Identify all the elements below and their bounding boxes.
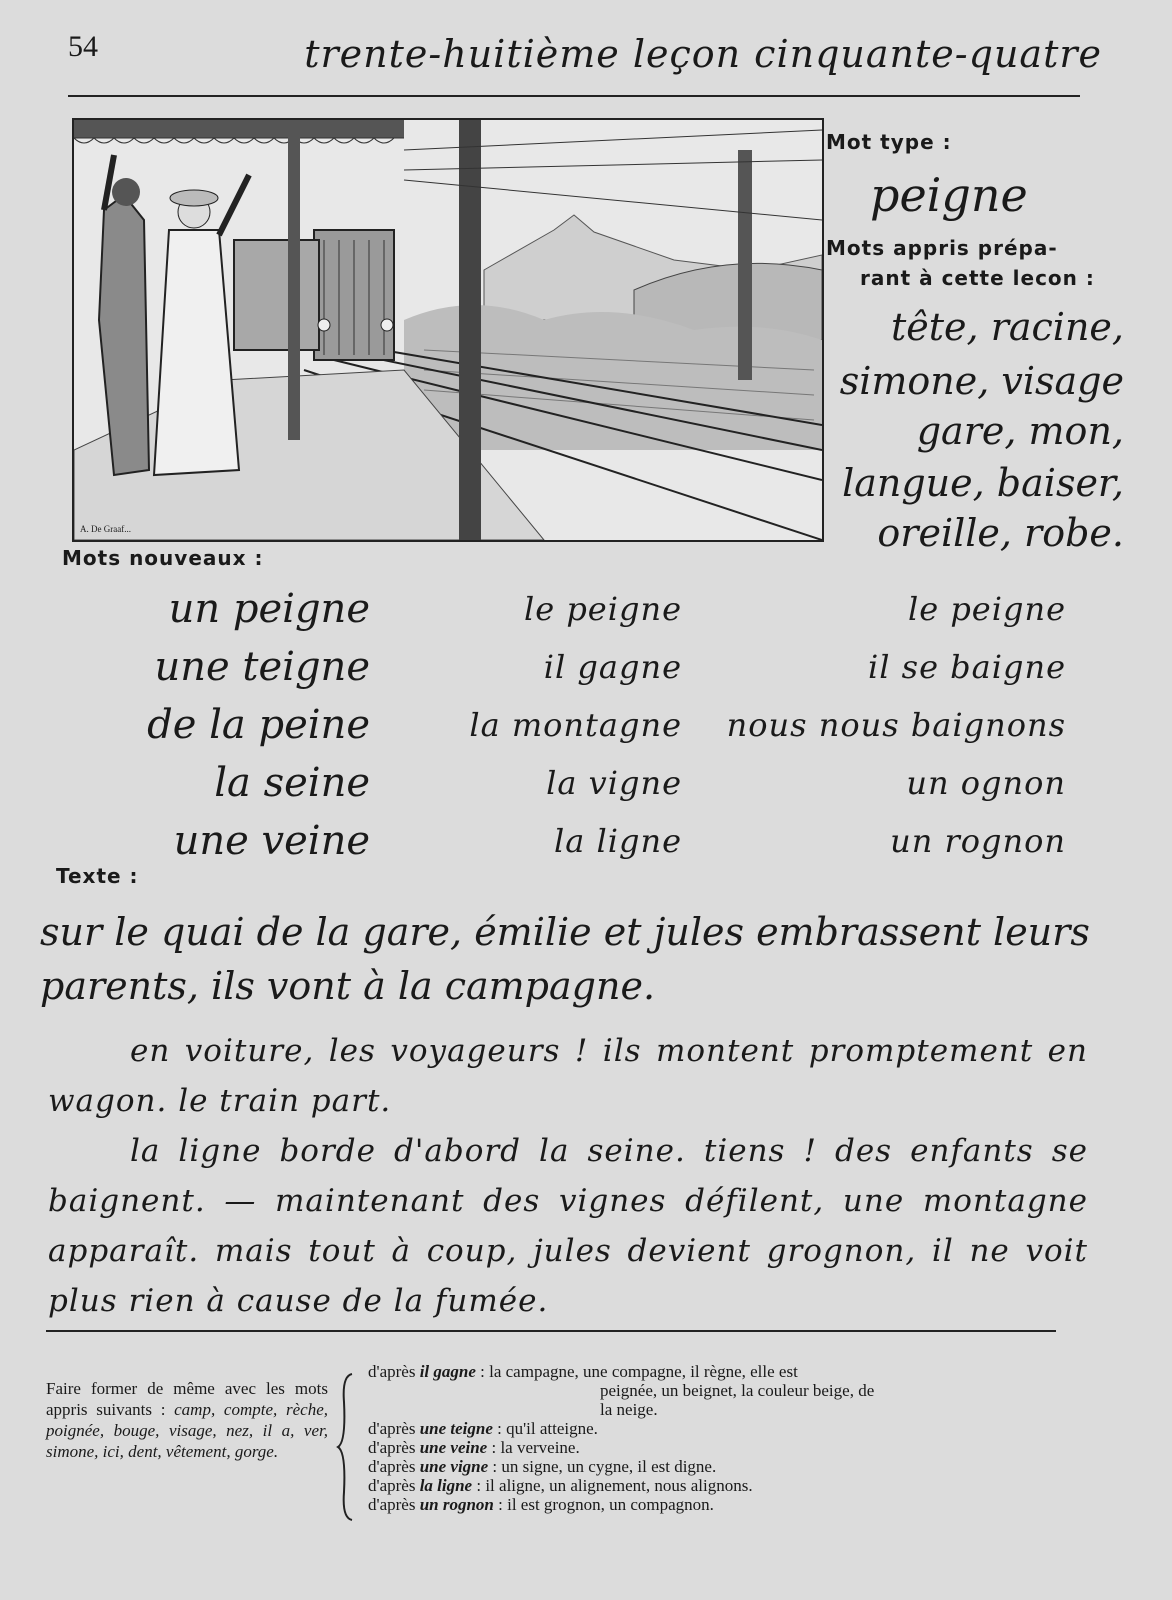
train-station-illustration xyxy=(72,118,824,542)
curly-brace-icon xyxy=(336,1372,356,1522)
footnote-derivations xyxy=(368,1362,1068,1514)
mots-nouveaux-script-column xyxy=(40,580,370,870)
script-word: une veine xyxy=(173,818,370,864)
mots-appris-line-4: langue, baiser, xyxy=(842,461,1124,505)
derivation-row: d'après un rognon : il est grognon, un compagnon. xyxy=(368,1495,714,1514)
texte-paragraph-2 xyxy=(48,1126,1088,1326)
mots-appris-label-1: Mots appris prépa- xyxy=(826,236,1058,260)
derivation-row: d'après il gagne : la campagne, une compagne, il règne, elle est xyxy=(368,1362,798,1381)
print-word: la vigne xyxy=(546,764,682,802)
print-word: la montagne xyxy=(469,706,682,744)
print-word: nous nous baignons xyxy=(726,706,1066,744)
page-header xyxy=(68,22,1112,82)
script-word: un peigne xyxy=(168,586,370,632)
texte-paragraph-1 xyxy=(48,1026,1088,1126)
script-word: de la peine xyxy=(147,702,370,748)
illustration-drawing xyxy=(74,120,822,540)
mots-appris-line-5: oreille, robe. xyxy=(877,511,1124,555)
texte-script-line-1: sur le quai de la gare, émilie et jules embrassent leurs xyxy=(40,910,1090,954)
texte-script-line-2: parents, ils vont à la campagne. xyxy=(40,964,656,1008)
print-word: il se baigne xyxy=(868,648,1066,686)
mots-nouveaux-label: Mots nouveaux : xyxy=(62,546,264,570)
print-word: il gagne xyxy=(543,648,682,686)
print-word: un rognon xyxy=(890,822,1066,860)
illustrator-signature: A. De Graaf... xyxy=(80,524,131,534)
footnote-rule xyxy=(46,1330,1056,1332)
print-word: la ligne xyxy=(554,822,682,860)
mots-appris-line-1: tête, racine, xyxy=(891,305,1124,349)
texte-label: Texte : xyxy=(56,864,139,888)
page-number: 54 xyxy=(68,30,98,63)
print-word: le peigne xyxy=(907,590,1066,628)
mots-appris-line-3: gare, mon, xyxy=(916,409,1124,453)
header-rule xyxy=(68,95,1080,97)
mot-type-label: Mot type : xyxy=(826,130,952,154)
paragraph-text: en voiture, les voyageurs ! ils montent promptement en wagon. le train part. xyxy=(48,1033,1088,1119)
derivation-row: d'après une teigne : qu'il atteigne. xyxy=(368,1419,598,1438)
derivation-continuation: peignée, un beignet, la couleur beige, de xyxy=(600,1381,875,1400)
mots-appris-line-2: simone, visage xyxy=(839,359,1124,403)
derivation-row: d'après une veine : la verveine. xyxy=(368,1438,580,1457)
script-word: la seine xyxy=(214,760,370,806)
mot-type-word: peigne xyxy=(870,168,1028,222)
derivation-row: d'après la ligne : il aligne, un alignement, nous alignons. xyxy=(368,1476,753,1495)
derivation-continuation: la neige. xyxy=(600,1400,658,1419)
mots-nouveaux-print-column-1 xyxy=(430,580,682,870)
mots-nouveaux-print-column-2 xyxy=(700,580,1066,870)
derivation-row: d'après une vigne : un signe, un cygne, il est digne. xyxy=(368,1457,717,1476)
print-word: un ognon xyxy=(906,764,1066,802)
mots-appris-label-2: rant à cette lecon : xyxy=(860,266,1095,290)
print-word: le peigne xyxy=(523,590,682,628)
footnote-instruction-text: Faire former de même avec les mots appris suivants : xyxy=(46,1379,328,1419)
paragraph-text: la ligne borde d'abord la seine. tiens ! des enfants se baignent. — maintenant des vignes défilent, une montagne apparaît. mais tout à coup, jules devient grognon, il ne voit plus rien à cause de la fumée. xyxy=(48,1133,1088,1319)
footnote-instructions xyxy=(46,1378,328,1462)
footnote-word-list: camp, compte, rèche, poignée, bouge, visage, nez, il a, ver, simone, ici, dent, vêtement, gorge. xyxy=(46,1400,328,1461)
running-title: trente-huitième leçon cinquante-quatre xyxy=(304,32,1102,76)
script-word: une teigne xyxy=(154,644,370,690)
